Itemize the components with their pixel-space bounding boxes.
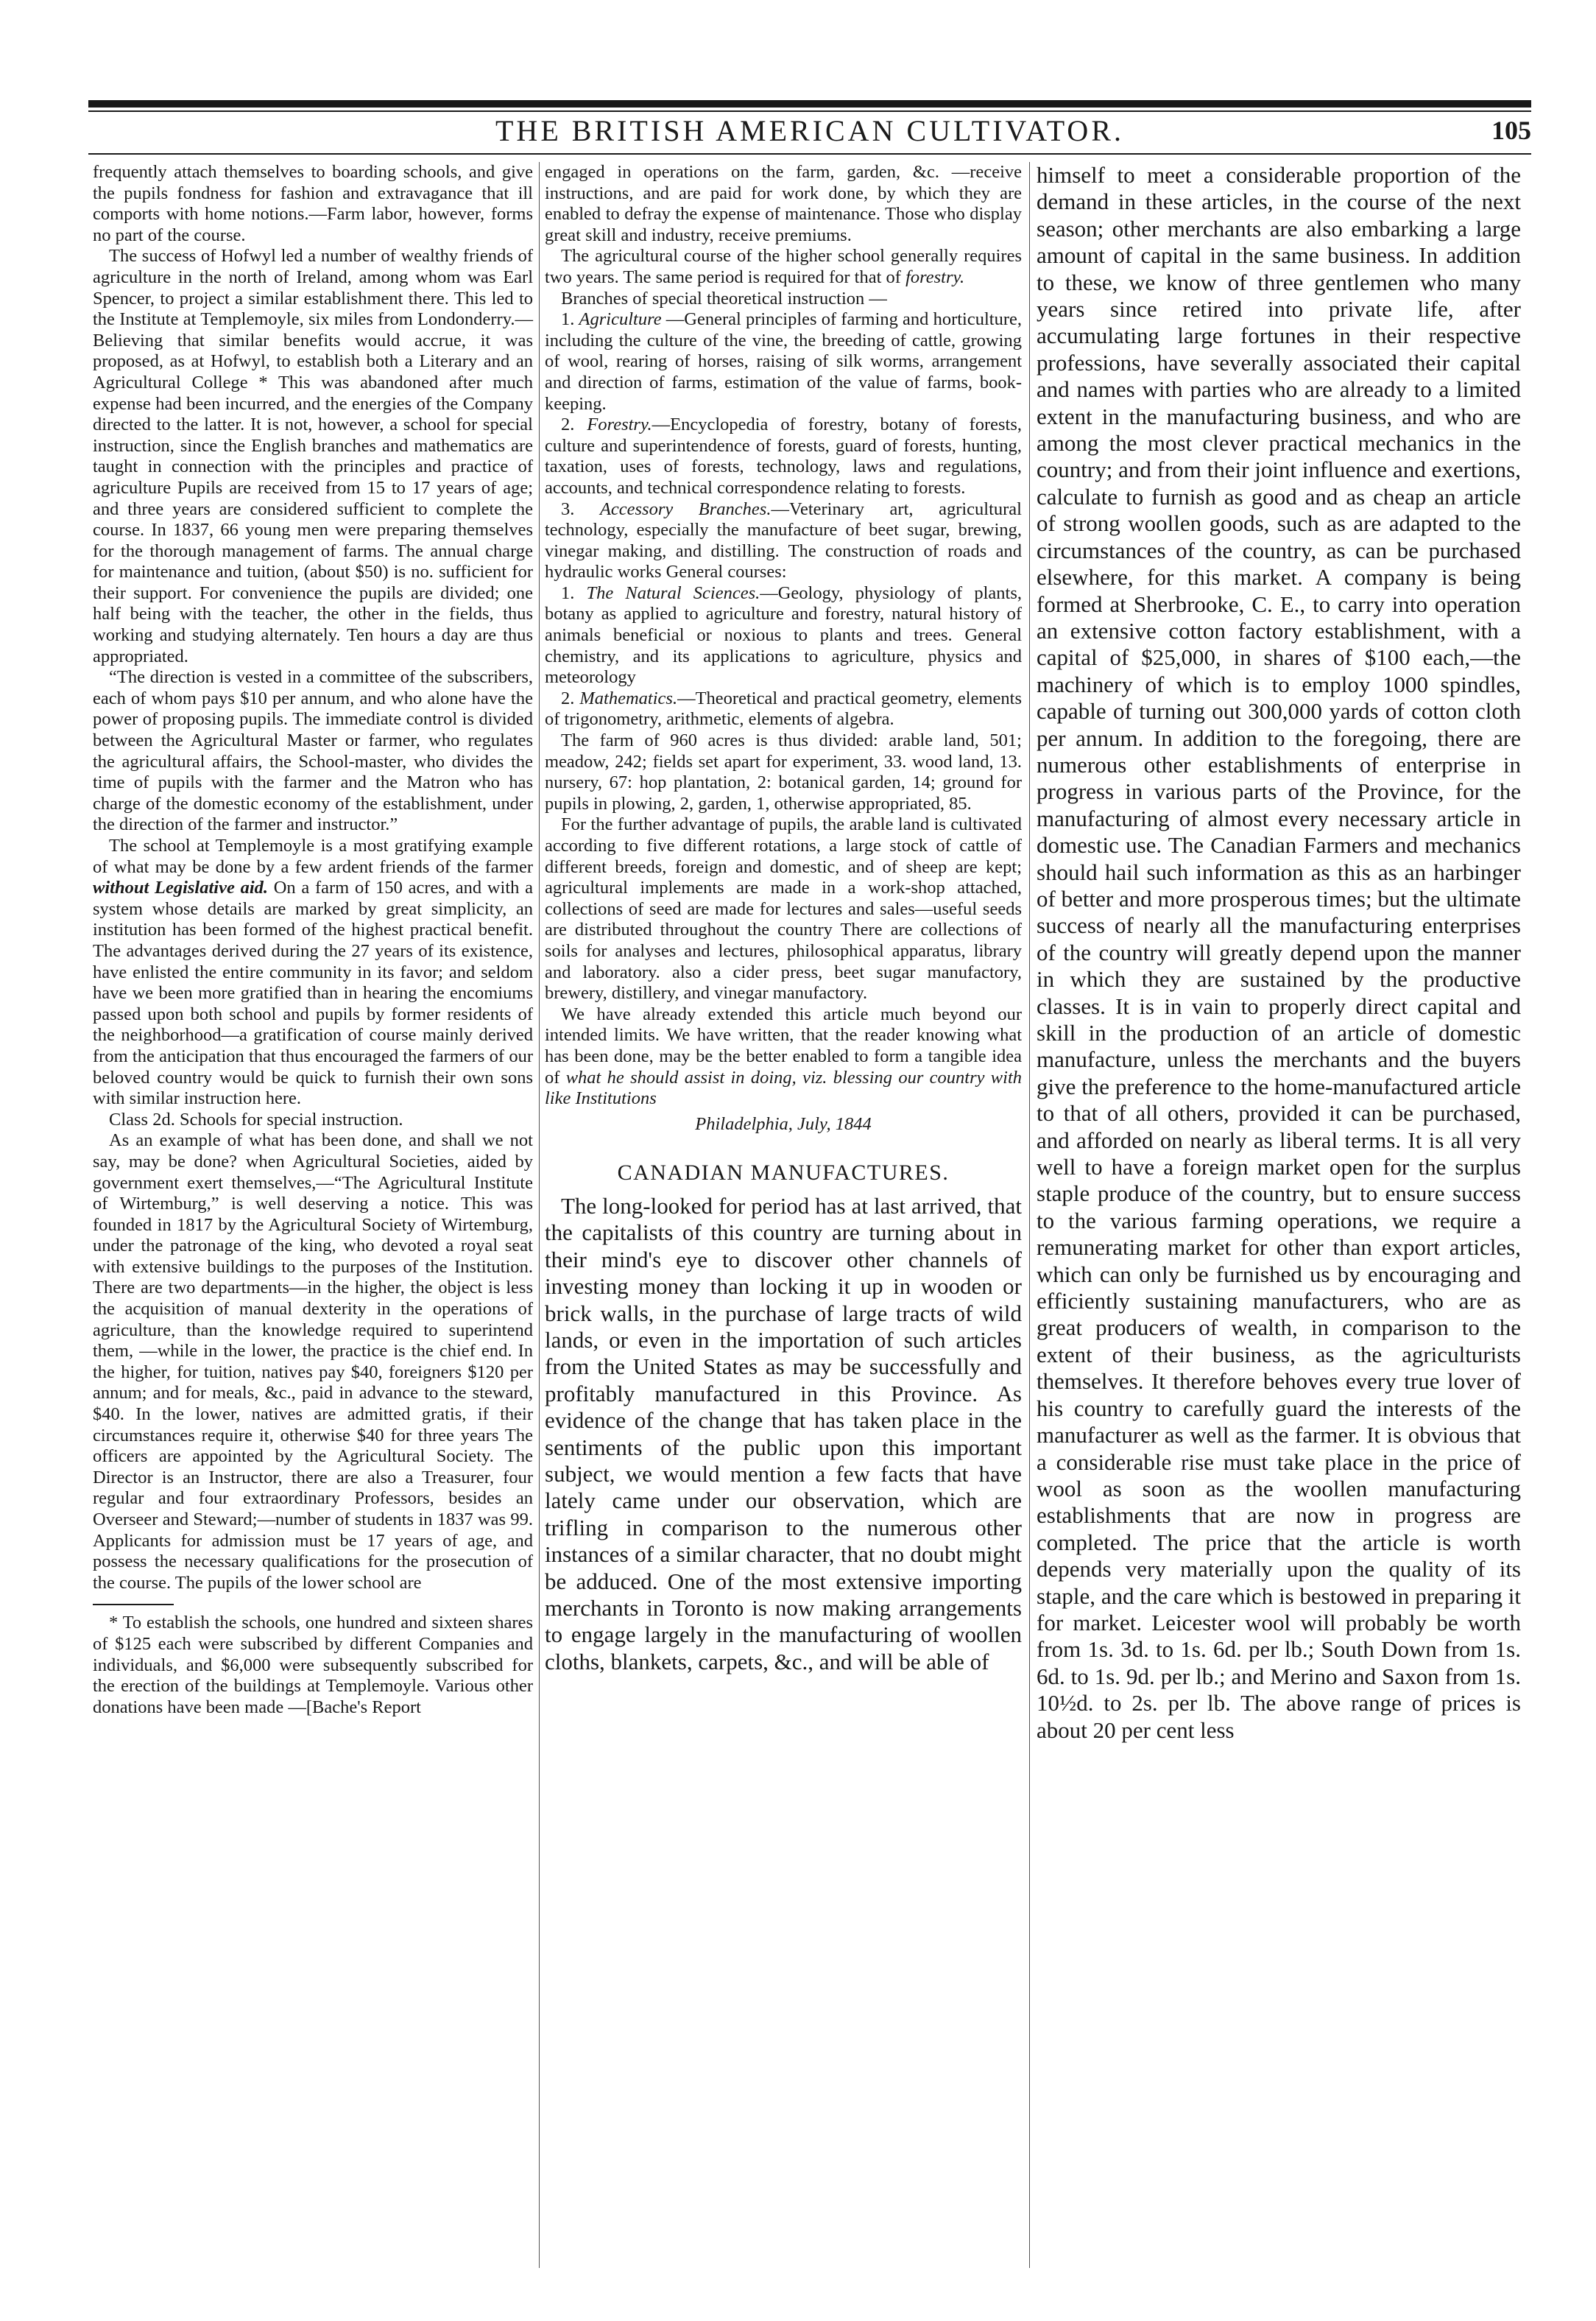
item-number: 2. xyxy=(561,415,587,435)
paragraph: himself to meet a considerable proportion of the demand in these articles, in the course of the next season; other merchants are also embarking a large amount of capital in the same business. In addition to these, we know of three gentlemen who many years since retired into private life, after accumulating large fortunes in their respective professions, have severally associated their capital and names with parties who are already to a limited extent in the manufacturing business, and who are among the most clever practical mechanics in the country; and from their joint influence and exertions, calculate to furnish as good and as cheap an article of strong woollen goods, such as are adapted to the circumstances of the country, as can be purchased elsewhere, for this market. A company is being formed at Sherbrooke, C. E., to carry into operation an extensive cotton factory establishment, with a capital of $25,000, in shares of $100 each,—the machinery of which is to employ 1000 spindles, capable of turning out 300,000 yards of cotton cloth per annum. In addition to the foregoing, there are numerous other establishments of enterprise in progress in various parts of the Province, for the manufacturing of almost every necessary article in domestic use. The Canadian Farmers and mechanics should hail such information as this as an harbinger of better and more prosperous times; but the ultimate success of nearly all the manufacturing enterprises of the country will greatly depend upon the manner in which they are sustained by the productive classes. It is in vain to properly direct capital and skill in the production of an article of domestic manufacture, unless the merchants and the buyers give the preference to the home-manufactured article to that of all others, provided it can be purchased, and afforded on nearly as liberal terms. It is all very well to have a foreign market open for the surplus staple produce of the country, but to ensure success to the various farming operations, we require a remunerating market for other than export articles, which can only be furnished us by encouraging and efficiently sustaining manufacturers, who are as great producers of wealth, in comparison to the extent of their business, as the agriculturists themselves. It therefore behoves every true lover of his country to carefully guard the interests of the manufacturer as well as the farmer. It is obvious that a considerable rise must take place in the price of wool as soon as the woollen manufacturing establishments that are now in progress are completed. The price that the article is worth depends very materially upon the quality of its staple, and the care which is bestowed in preparing it for market. Leicester wool will probably be worth from 1s. 3d. to 1s. 6d. per lb.; South Down from 1s. 6d. to 1s. 9d. per lb.; and Merino and Saxon from 1s. 10½d. to 2s. per lb. The above range of prices is about 20 per cent less xyxy=(1037,162,1521,1743)
text-run: The school at Templemoyle is a most gratifying example of what may be done by a few ardent friends of the farmer xyxy=(93,836,533,877)
paragraph: As an example of what has been done, and shall we not say, may be done? when Agricultural Societies, aided by government exert themselves,—“The Agricultural Institute of Wirtemburg,” is well deserving a notice. This was founded in 1817 by the Agricultural Society of Wirtemburg, under the patronage of the king, who devoted a royal seat with extensive buildings to the purposes of the Institution. There are two departments—in the higher, the object is less the acquisition of manual dexterity in the operations of agriculture, than the knowledge required to superintend them, —while in the lower, the practice is the chief end. In the higher, for tuition, natives pay $40, foreigners $120 per annum; and for meals, &c., paid in advance to the steward, $40. In the lower, natives are admitted gratis, if their circumstances require it, otherwise $40 for three years The officers are appointed by the Agricultural Society. The Director is an Instructor, there are also a Treasurer, four regular and four extraordinary Professors, besides an Overseer and Steward;—number of students in 1837 was 99. Applicants for admission must be 17 years of age, and possess the necessary qualifications for the prosecution of the course. The pupils of the lower school are xyxy=(93,1130,533,1593)
paragraph: frequently attach themselves to boarding schools, and give the pupils fondness for fashion and extravagance that ill comports with home notions.—Farm labor, however, forms no part of the course. xyxy=(93,162,533,245)
paragraph: engaged in operations on the farm, garden, &c. —receive instructions, and are paid for work done, by which they are enabled to defray the expense of maintenance. Those who display great skill and industry, receive premiums. xyxy=(545,162,1022,245)
emphasis: forestry. xyxy=(905,267,965,287)
subheading: Class 2d. Schools for special instruction. xyxy=(109,1109,403,1130)
paragraph: For the further advantage of pupils, the arable land is cultivated according to five different rotations, a large stock of cattle of different breeds, foreign and domestic, and of sheep are kept; agricultural implements are made in a work-shop attached, collections of seed are made for lectures and sales—useful seeds are distributed throughout the country There are collections of soils for analyses and lectures, philosophical apparatus, library and laboratory. also a cider press, beet sugar manufactory, brewery, distillery, and vinegar manufactory. xyxy=(545,814,1022,1004)
signature: Philadelphia, July, 1844 xyxy=(695,1113,872,1134)
paragraph xyxy=(545,1004,1022,1110)
right-column xyxy=(1037,162,1521,1744)
footnote-rule xyxy=(93,1604,174,1605)
middle-column xyxy=(545,162,1022,1675)
list-item xyxy=(545,309,1022,415)
text-run: We have already extended this article much beyond our intended limits. We have written, that the reader knowing what has been done, may be the better enabled to form a tangible idea of xyxy=(545,1004,1022,1088)
column-divider xyxy=(1029,162,1030,2268)
subheading: Branches of special theoretical instruction — xyxy=(561,288,887,309)
paragraph xyxy=(545,246,1022,288)
emphasis: without Legislative aid. xyxy=(93,878,268,898)
item-title: The Natural Sciences. xyxy=(586,582,760,603)
paragraph: The farm of 960 acres is thus divided: arable land, 501; meadow, 242; fields set apart for experiment, 33. wood land, 13. nursery, 67: hop plantation, 2: botanical garden, 14; ground for pupils in plowing, 2, garden, 1, otherwise appropriated, 85. xyxy=(545,730,1022,814)
paragraph: The long-looked for period has at last arrived, that the capitalists of this country are turning about in their mind's eye to discover other channels of investing money than locking it up in wooden or brick walls, in the purchase of large tracts of wild lands, or even in the importation of such articles from the United States as may be successfully and profitably manufactured in this Province. As evidence of the change that has taken place in the sentiments of the public upon this important subject, we would mention a few facts that have lately came under our observation, which are trifling in comparison to the numerous other instances of a similar character, that no doubt might be adduced. One of the most extensive importing merchants in Toronto is now making arrangements to engage largely in the manufacturing of woollen cloths, blankets, carpets, &c., and will be able of xyxy=(545,1192,1022,1674)
header-rule-thick xyxy=(88,100,1531,108)
section-title: CANADIAN MANUFACTURES. xyxy=(617,1160,950,1186)
text-run: The agricultural course of the higher school generally requires two years. The same period is required for that of xyxy=(545,246,1022,287)
item-title: Agriculture xyxy=(579,309,662,330)
list-item xyxy=(545,583,1022,688)
item-text: —General principles of farming and horticulture, including the culture of the vine, the breeding of cattle, growing of wool, rearing of horses, raising of silk worms, arrangement and direction of farms, estimation of the value of farms, book-keeping. xyxy=(545,309,1022,414)
item-text: —Veterinary art, agricultural technology, especially the manufacture of beet sugar, brewing, vinegar making, and distilling. The construction of roads and hydraulic works General courses: xyxy=(545,499,1022,582)
running-title: THE BRITISH AMERICAN CULTIVATOR. xyxy=(495,114,1124,147)
running-head xyxy=(88,110,1531,153)
paragraph xyxy=(93,836,533,1110)
item-number: 1. xyxy=(561,309,579,330)
list-item xyxy=(545,499,1022,583)
list-item xyxy=(545,688,1022,730)
item-number: 2. xyxy=(561,688,580,708)
item-text: —Geology, physiology of plants, botany as applied to agriculture and forestry, natural history of animals beneficial or noxious to plants and trees. General chemistry, and its applications to agriculture, physics and meteorology xyxy=(545,582,1022,688)
page-number: 105 xyxy=(1491,116,1531,145)
quote-paragraph: “The direction is vested in a committee of the subscribers, each of whom pays $10 per annum, and who alone have the power of proposing pupils. The immediate control is divided between the Agricultural Master or farmer, who regulates the agricultural affairs, the School-master, who divides the time of pupils with the farmer and the Matron who has charge of the domestic economy of the establishment, under the direction of the farmer and instructor.” xyxy=(93,667,533,835)
item-title: Forestry. xyxy=(587,415,652,435)
header-underline xyxy=(88,153,1531,155)
emphasis: what he should assist in doing, viz. blessing our country with like Institutions xyxy=(545,1067,1022,1109)
item-text: —Theoretical and practical geometry, elements of trigonometry, arithmetic, elements of algebra. xyxy=(545,688,1022,730)
text-run: On a farm of 150 acres, and with a system whose details are marked by great simplicity, an institution has been formed of the highest practical benefit. The advantages derived during the 27 years of its existence, have enlisted the entire community in its favor; and seldom have we been more gratified than in hearing the encomiums passed upon both school and pupils by former residents of the neighborhood—a gratification of course mainly derived from the anticipation that thus encouraged the farmers of our beloved country would be quick to furnish their own sons with similar instruction here. xyxy=(93,878,533,1109)
left-column xyxy=(93,162,533,1718)
item-number: 3. xyxy=(561,499,600,519)
item-number: 1. xyxy=(561,582,587,603)
footnote: * To establish the schools, one hundred and sixteen shares of $125 each were subscribed by different Companies and individuals, and $6,000 were subsequently subscribed for the erection of the buildings at Templemoyle. Various other donations have been made —[Bache's Report xyxy=(93,1613,533,1717)
column-divider xyxy=(539,162,540,2268)
list-item xyxy=(545,415,1022,499)
item-title: Accessory Branches. xyxy=(599,499,771,519)
item-text: —Encyclopedia of forestry, botany of forests, culture and superintendence of forests, guard of forests, hunting, taxation, uses of forests, technology, laws and regulations, accounts, and technical correspondence relating to forests. xyxy=(545,415,1022,498)
paragraph: The success of Hofwyl led a number of wealthy friends of agriculture in the north of Ireland, among whom was Earl Spencer, to project a similar establishment there. This led to the Institute at Templemoyle, six miles from Londonderry.—Believing that similar benefits would accrue, it was proposed, as at Hofwyl, to establish both a Literary and an Agricultural College * This was abandoned after much expense had been incurred, and the energies of the Company directed to the latter. It is not, however, a school for special instruction, since the English branches and mathematics are taught in connection with the principles and practice of agriculture Pupils are received from 15 to 17 years of age; and three years are considered sufficient to complete the course. In 1837, 66 young men were preparing themselves for the thorough management of farms. The annual charge for maintenance and tuition, (about $50) is no. sufficient for their support. For convenience the pupils are divided; one half being with the teacher, the other in the fields, thus working and studying alternately. Ten hours a day are thus appropriated. xyxy=(93,246,533,666)
item-title: Mathematics. xyxy=(579,688,678,708)
